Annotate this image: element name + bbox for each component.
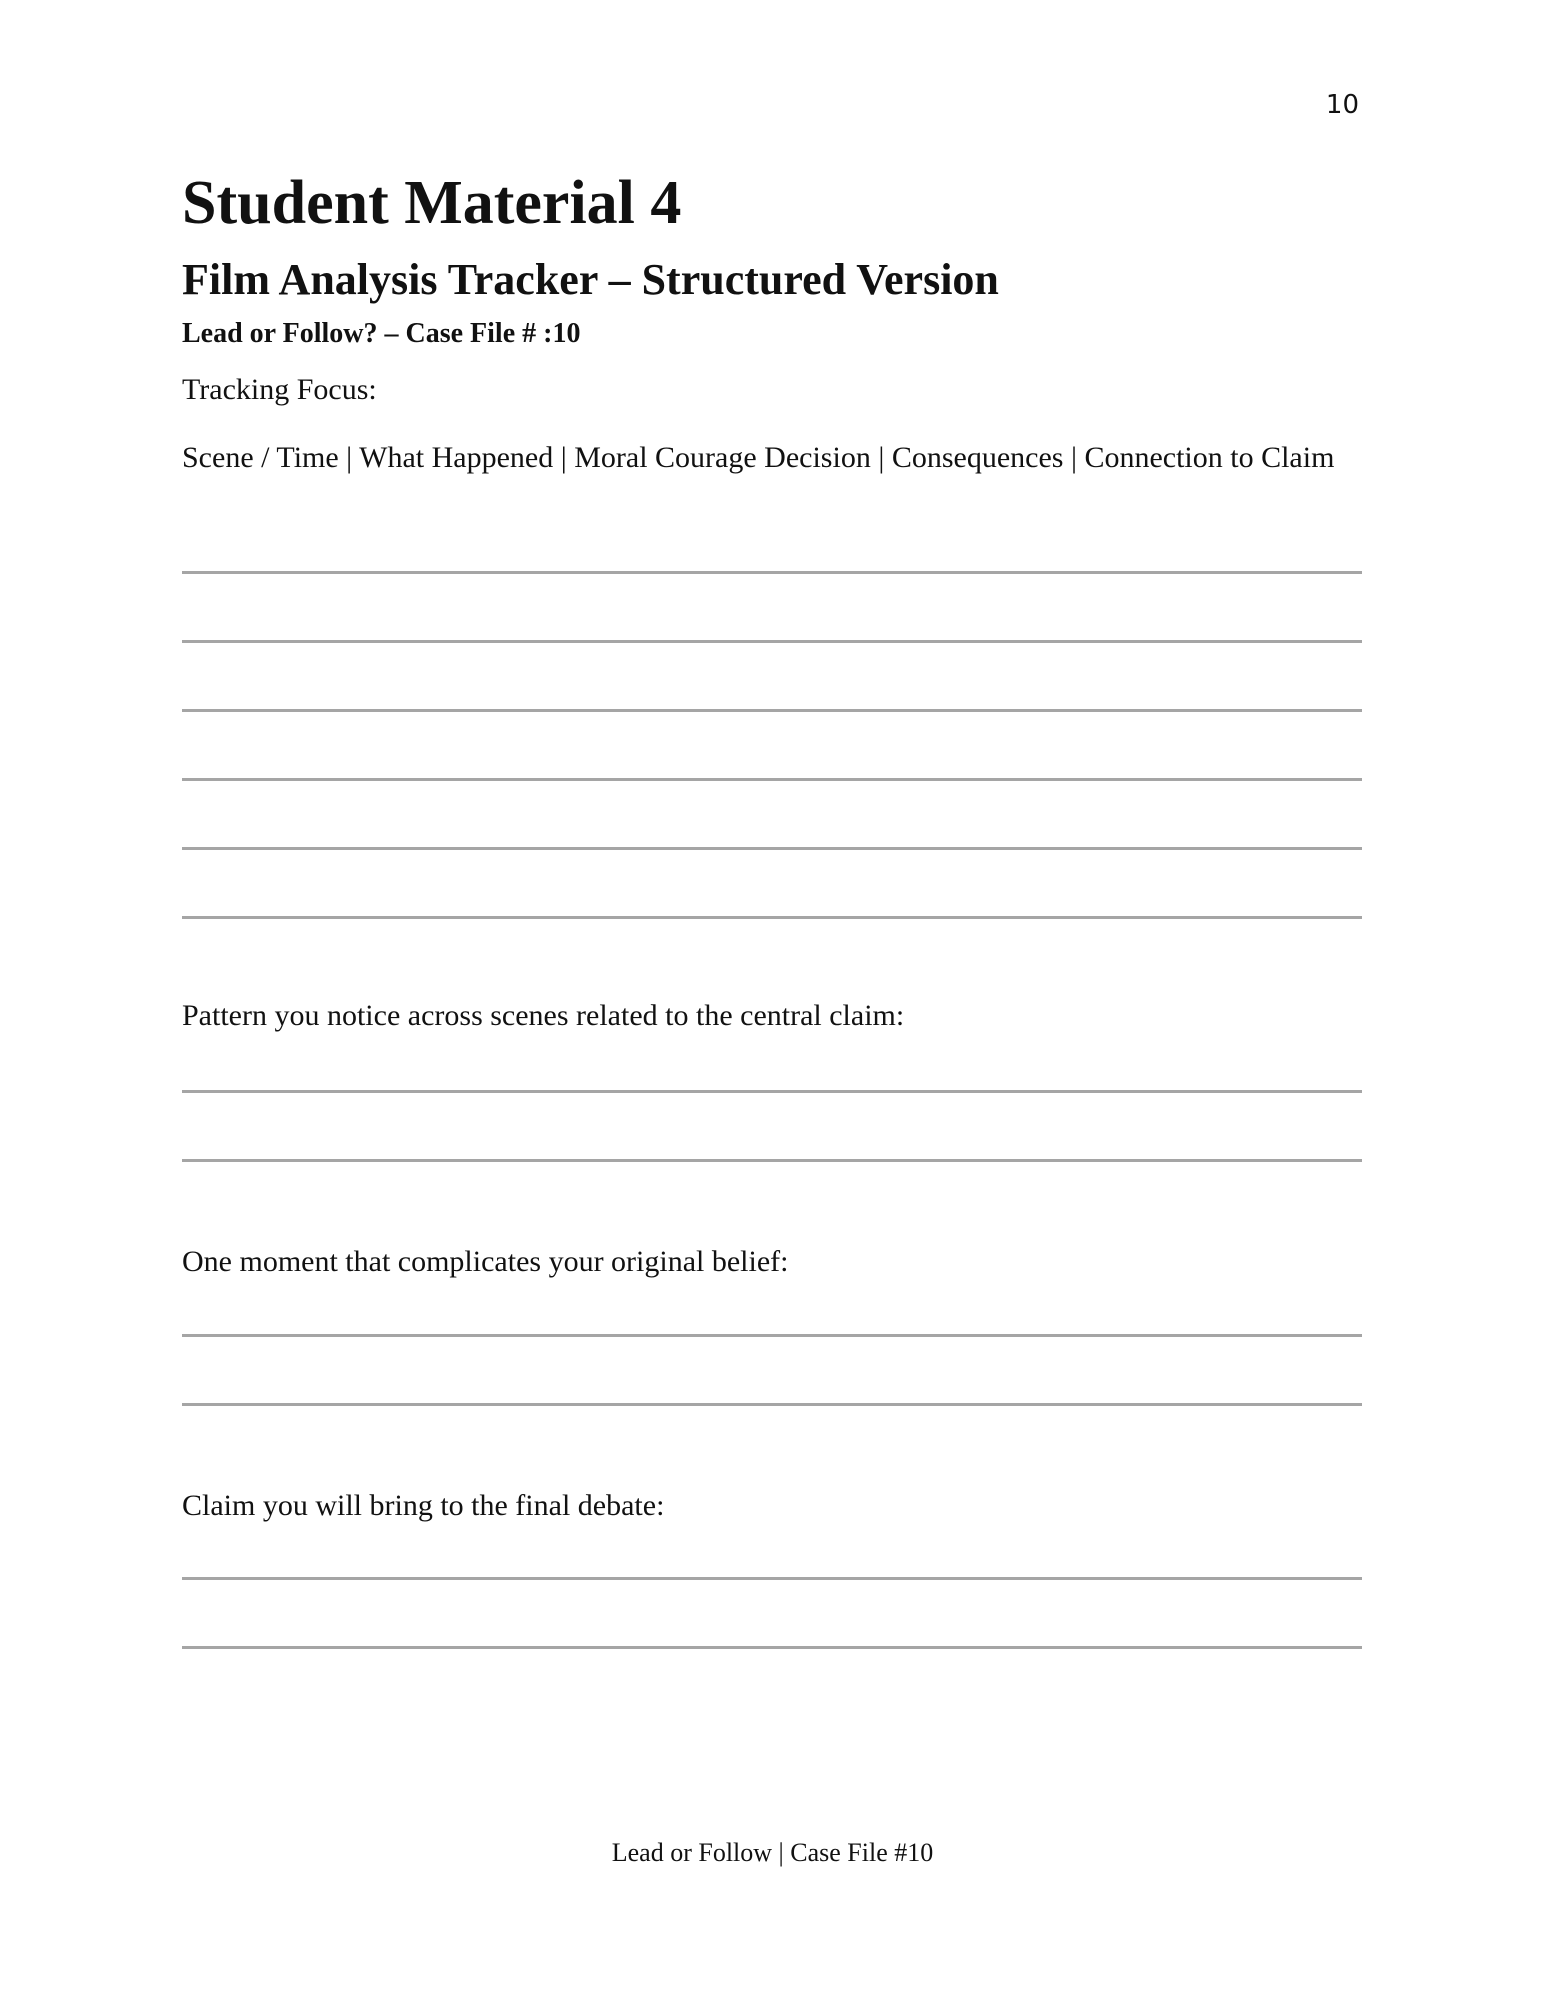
- complicates-prompt: One moment that complicates your original belief:: [182, 1245, 789, 1278]
- page-subtitle: Film Analysis Tracker – Structured Version: [182, 255, 999, 304]
- claim-write-line-1[interactable]: [182, 1577, 1362, 1580]
- complicates-write-line-1[interactable]: [182, 1334, 1362, 1337]
- pattern-write-line-2[interactable]: [182, 1159, 1362, 1162]
- pattern-write-line-1[interactable]: [182, 1090, 1362, 1093]
- tracking-columns: Scene / Time | What Happened | Moral Courage Decision | Consequences | Connection to Claim: [182, 441, 1335, 474]
- claim-prompt: Claim you will bring to the final debate:: [182, 1489, 665, 1522]
- tracking-write-line-5[interactable]: [182, 847, 1362, 850]
- claim-write-line-2[interactable]: [182, 1646, 1362, 1649]
- tracking-write-line-4[interactable]: [182, 778, 1362, 781]
- tracking-write-line-2[interactable]: [182, 640, 1362, 643]
- page-number: 10: [1325, 90, 1359, 120]
- complicates-write-line-2[interactable]: [182, 1403, 1362, 1406]
- tracking-write-line-6[interactable]: [182, 916, 1362, 919]
- page-title: Student Material 4: [182, 169, 682, 237]
- tracking-write-line-1[interactable]: [182, 571, 1362, 574]
- page-footer: Lead or Follow | Case File #10: [611, 1838, 934, 1867]
- tracking-write-line-3[interactable]: [182, 709, 1362, 712]
- pattern-prompt: Pattern you notice across scenes related to the central claim:: [182, 999, 905, 1032]
- case-file-label: Lead or Follow? – Case File # :10: [182, 318, 581, 349]
- tracking-focus-label: Tracking Focus:: [182, 373, 377, 406]
